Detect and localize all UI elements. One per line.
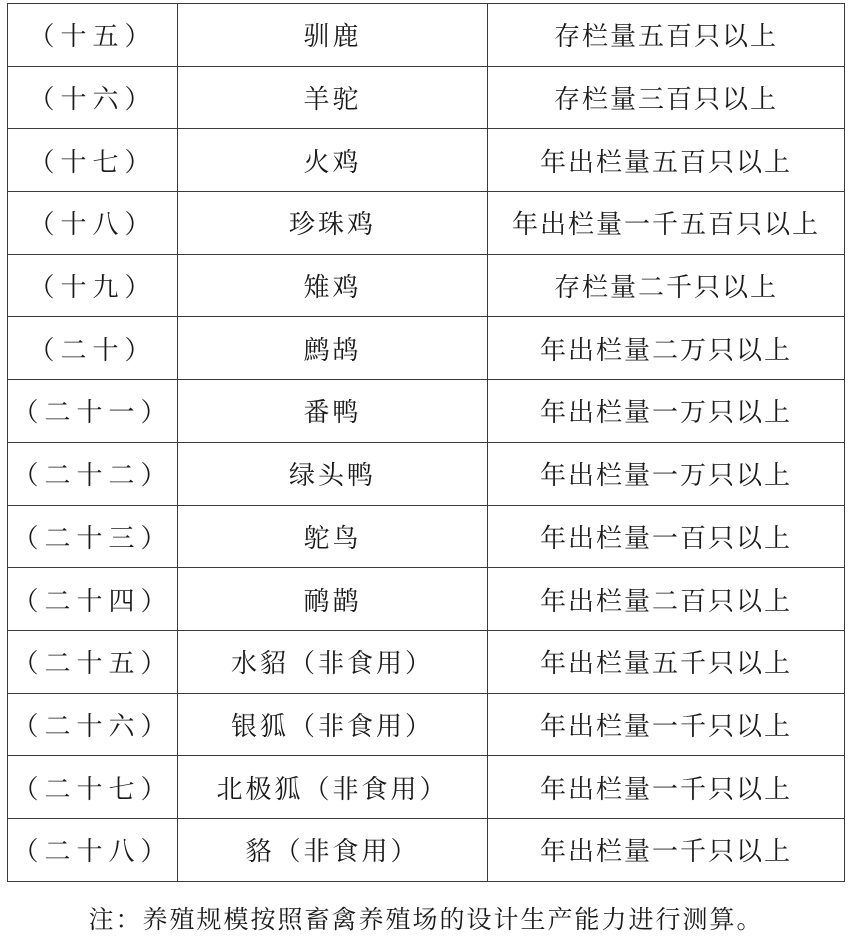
scale-threshold: 年出栏量五千只以上 [488,630,845,693]
table-row [8,66,845,129]
species-name: 鸸鹋 [178,568,488,631]
species-name: 火鸡 [178,129,488,192]
table-row [8,505,845,568]
species-name: 鹧鸪 [178,317,488,380]
scale-threshold: 年出栏量一万只以上 [488,442,845,505]
scale-threshold: 存栏量二千只以上 [488,254,845,317]
species-name: 貉（非食用） [178,818,488,881]
species-name: 北极狐（非食用） [178,756,488,819]
scale-threshold: 年出栏量一千只以上 [488,818,845,881]
scale-threshold: 年出栏量一千五百只以上 [488,192,845,255]
scale-threshold: 年出栏量一千只以上 [488,693,845,756]
table-body [8,4,845,882]
table-row [8,693,845,756]
scale-threshold: 年出栏量一百只以上 [488,505,845,568]
species-name: 羊驼 [178,66,488,129]
scale-threshold: 年出栏量一千只以上 [488,756,845,819]
row-index: （二十六） [8,693,178,756]
table-row [8,630,845,693]
table-row [8,756,845,819]
table-row [8,129,845,192]
species-name: 水貂（非食用） [178,630,488,693]
row-index: （二十二） [8,442,178,505]
table-row [8,380,845,443]
table-row [8,442,845,505]
scale-threshold: 存栏量三百只以上 [488,66,845,129]
scale-threshold: 年出栏量五百只以上 [488,129,845,192]
row-index: （二十四） [8,568,178,631]
species-name: 雉鸡 [178,254,488,317]
row-index: （二十） [8,317,178,380]
species-name: 番鸭 [178,380,488,443]
row-index: （二十五） [8,630,178,693]
table-row [8,4,845,67]
species-name: 珍珠鸡 [178,192,488,255]
table-row [8,192,845,255]
table-row [8,254,845,317]
species-name: 驯鹿 [178,4,488,67]
species-name: 绿头鸭 [178,442,488,505]
table-row [8,317,845,380]
row-index: （二十三） [8,505,178,568]
row-index: （十七） [8,129,178,192]
row-index: （二十八） [8,818,178,881]
table-footnote: 注：养殖规模按照畜禽养殖场的设计生产能力进行测算。 [88,905,764,934]
row-index: （十五） [8,4,178,67]
row-index: （十八） [8,192,178,255]
species-name: 鸵鸟 [178,505,488,568]
scale-threshold: 年出栏量一万只以上 [488,380,845,443]
scale-threshold: 年出栏量二百只以上 [488,568,845,631]
table-row [8,568,845,631]
row-index: （十六） [8,66,178,129]
livestock-scale-table [7,3,845,882]
livestock-scale-table-container [7,3,844,882]
table-row [8,818,845,881]
row-index: （十九） [8,254,178,317]
row-index: （二十七） [8,756,178,819]
scale-threshold: 年出栏量二万只以上 [488,317,845,380]
species-name: 银狐（非食用） [178,693,488,756]
scale-threshold: 存栏量五百只以上 [488,4,845,67]
row-index: （二十一） [8,380,178,443]
